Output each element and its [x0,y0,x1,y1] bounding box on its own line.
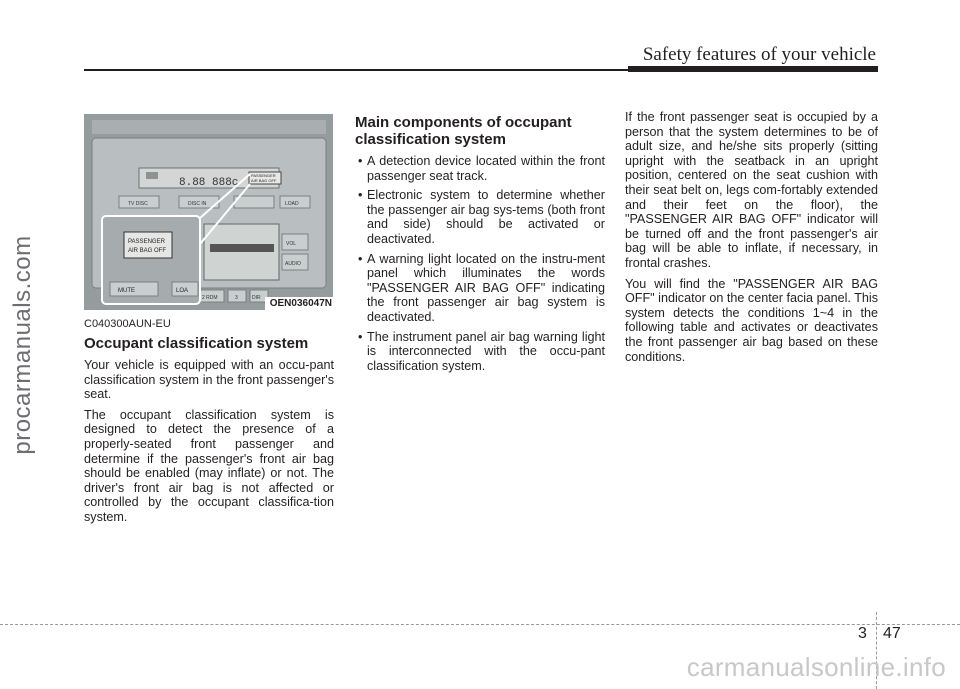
chapter-number: 3 [858,625,867,642]
button-3-label: 3 [235,295,238,301]
section-header-title: Safety features of your vehicle [642,44,876,65]
list-item: • A detection device located within the front passenger seat track. [355,154,605,183]
display-readout: 8.88 888c [179,177,239,189]
svg-text:PASSENGER: PASSENGER [251,173,276,178]
list-item: • The instrument panel air bag warning light is interconnected with the occu-pant classification system. [355,330,605,374]
disc-in-label: DISC IN [188,201,207,207]
col3-paragraph-1: If the front passenger seat is occupied by a person that the system determines to be of adult size, and he/she sits properly (sitting upright with the seatback in an upright position, centered on the seat cushion with their seat belt on, legs com-fortably extended and their feet on the floor), the "PASSENGER AIR BAG OFF" indicator will be turned off and the front passenger's air bag will be able to inflate, if necessary, in frontal crashes. [625,110,878,270]
svg-text:AIR BAG OFF: AIR BAG OFF [128,248,167,254]
center-facia-illustration [84,114,333,310]
list-item: • Electronic system to determine whether the passenger air bag sys-tems (both front and side) should be activated or deactivated. [355,188,605,246]
vol-label: VOL [286,241,297,247]
col1-paragraph-2: The occupant classification system is designed to detect the presence of a properly-seated front passenger and determine if the passenger's front air bag should be enabled (may inflate) or not. The driver's front air bag is not affected or controlled by the occupant classifica-tion system. [84,407,334,524]
section-code: C040300AUN-EU [84,318,171,330]
page-number: 47 [883,625,901,642]
column-2 [355,114,605,378]
mute-label: MUTE [118,288,135,294]
col1-paragraph-1: Your vehicle is equipped with an occu-pant classification system in the front passenger's seat. [84,358,334,402]
center-facia-photo [84,114,333,310]
load-partial-label: LOA [176,288,189,294]
audio-label: AUDIO [285,261,301,267]
column-1 [84,318,334,531]
rdm-label: 2 RDM [202,295,218,301]
watermark-left-text: procarmanuals.com [9,235,36,455]
footer-rule [0,624,960,625]
svg-text:AIR BAG OFF: AIR BAG OFF [251,178,277,183]
main-components-heading: Main components of occupant classification system [355,114,572,148]
svg-text:PASSENGER: PASSENGER [128,239,165,245]
header-rule-thick [628,66,878,72]
components-list [355,154,605,373]
load-label: LOAD [285,201,299,207]
watermark-bottom: carmanualsonline.info [686,652,946,682]
occupant-classification-heading: Occupant classification system [84,335,309,352]
dir-label: DIR [252,295,261,301]
col3-paragraph-2: You will find the "PASSENGER AIR BAG OFF" indicator on the center facia panel. This system detects the conditions 1~4 in the following table and activates or deactivates the front passenger air bag based on these conditions. [625,276,878,364]
header-rule-thin [84,69,628,71]
tv-disc-label: TV DISC [128,201,148,207]
figure-caption: OEN036047N [265,297,333,310]
column-3 [625,110,878,370]
watermark-left [0,0,46,689]
list-item: • A warning light located on the instru-ment panel which illuminates the words "PASSENGER AIR BAG OFF" indicating the front passenger air bag system is deactivated. [355,252,605,325]
